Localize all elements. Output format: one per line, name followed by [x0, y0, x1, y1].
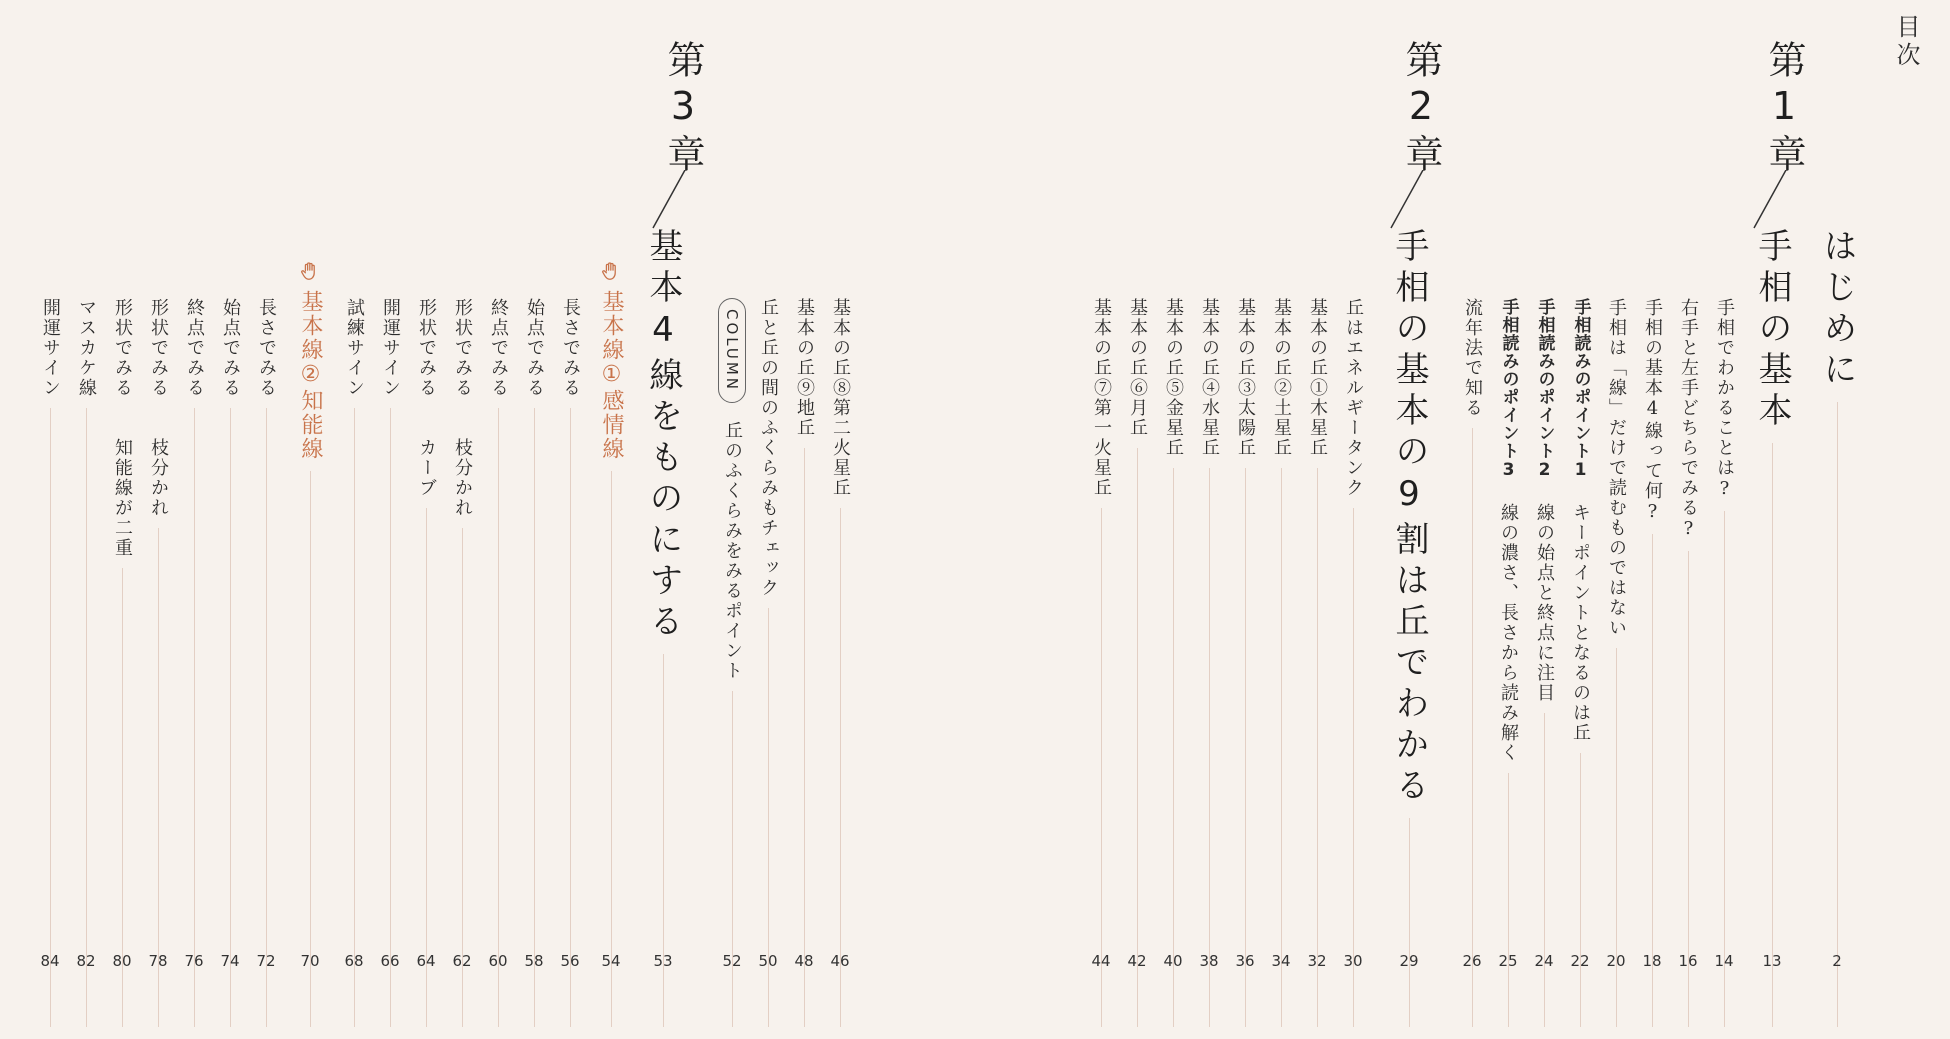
toc-item[interactable] [336, 0, 372, 1039]
item-page: 34 [1271, 952, 1291, 970]
item-page: 80 [112, 952, 132, 970]
item-title: 右手と左手どちらでみる? [1678, 298, 1699, 541]
leader-line [732, 691, 733, 1027]
leader-line [804, 448, 805, 1027]
item-subtitle: 線の濃さ、長さから読み解く [1498, 503, 1519, 763]
chapter-3-title: 基本4線をものにする [643, 228, 683, 644]
column-badge: COLUMN [718, 298, 746, 403]
item-page: 25 [1498, 952, 1518, 970]
item-title: 基本の丘⑦第一火星丘 [1091, 298, 1112, 498]
toc-item[interactable] [1490, 0, 1526, 1039]
toc-entry-line-1[interactable] [593, 0, 629, 1039]
item-title: 丘のふくらみをみるポイント [722, 421, 743, 682]
toc-item[interactable] [1335, 0, 1371, 1039]
toc-item[interactable] [68, 0, 104, 1039]
toc-entry-line-2[interactable] [292, 0, 328, 1039]
leader-line [1472, 428, 1473, 1027]
toc-item[interactable] [1454, 0, 1490, 1039]
item-page: 68 [344, 952, 364, 970]
toc-entry-chapter-2[interactable] [1391, 0, 1427, 1039]
item-page: 56 [560, 952, 580, 970]
chapter-2-number: 第2章 [1399, 40, 1443, 178]
toc-entry-chapter-3[interactable] [645, 0, 681, 1039]
chapter-2-page: 29 [1399, 952, 1419, 970]
chapter-3-page: 53 [653, 952, 673, 970]
leader-line [390, 408, 391, 1027]
item-page: 36 [1235, 952, 1255, 970]
item-subtitle: 枝分かれ [148, 438, 169, 518]
leader-line [354, 408, 355, 1027]
item-title: 手相でわかることは? [1714, 298, 1735, 501]
leader-line [310, 471, 311, 1027]
item-title: 基本の丘⑤金星丘 [1163, 298, 1184, 458]
item-page: 38 [1199, 952, 1219, 970]
leader-line [1317, 468, 1318, 1027]
toc-item[interactable] [1083, 0, 1119, 1039]
leader-line [1580, 753, 1581, 1027]
toc-item[interactable] [1670, 0, 1706, 1039]
item-page: 44 [1091, 952, 1111, 970]
item-title: 形状でみる [112, 298, 133, 398]
leader-line [1544, 713, 1545, 1027]
chapter-3-number: 第3章 [661, 40, 705, 178]
item-subtitle: カーブ [416, 438, 437, 498]
intro-title: はじめに [1817, 228, 1857, 392]
leader-line [50, 408, 51, 1027]
toc-item[interactable] [786, 0, 822, 1039]
toc-item[interactable] [1155, 0, 1191, 1039]
item-title: 基本の丘④水星丘 [1199, 298, 1220, 458]
leader-line [86, 408, 87, 1027]
leader-line [1353, 508, 1354, 1027]
item-page: 48 [794, 952, 814, 970]
toc-item[interactable] [750, 0, 786, 1039]
toc-item[interactable] [212, 0, 248, 1039]
item-page: 82 [76, 952, 96, 970]
item-page: 32 [1307, 952, 1327, 970]
chapter-1-number: 第1章 [1762, 40, 1806, 178]
item-title: 始点でみる [220, 298, 241, 398]
item-page: 58 [524, 952, 544, 970]
leader-line [1281, 468, 1282, 1027]
item-page: 30 [1343, 952, 1363, 970]
item-title: マスカケ線 [76, 298, 97, 398]
toc-item[interactable] [176, 0, 212, 1039]
item-title: 長さでみる [256, 298, 277, 398]
toc-item[interactable] [32, 0, 68, 1039]
item-title: 形状でみる [452, 298, 473, 398]
hand-icon [299, 260, 321, 282]
item-title: 開運サイン [380, 298, 401, 398]
leader-line [840, 508, 841, 1027]
item-page: 14 [1714, 952, 1734, 970]
item-page: 26 [1462, 952, 1482, 970]
item-title: 形状でみる [148, 298, 169, 398]
leader-line [194, 408, 195, 1027]
line-1-page: 54 [601, 952, 621, 970]
item-title: 丘と丘の間のふくらみもチェック [758, 298, 779, 598]
item-title: 手相読みのポイント3 [1498, 298, 1519, 481]
toc-item[interactable] [1263, 0, 1299, 1039]
leader-line [230, 408, 231, 1027]
toc-item[interactable] [1706, 0, 1742, 1039]
leader-line [1616, 648, 1617, 1027]
item-title: 基本の丘⑧第二火星丘 [830, 298, 851, 498]
toc-item[interactable] [140, 0, 176, 1039]
item-page: 76 [184, 952, 204, 970]
leader-line [570, 408, 571, 1027]
leader-line [1772, 443, 1773, 1027]
toc-item[interactable] [104, 0, 140, 1039]
toc-item[interactable] [248, 0, 284, 1039]
toc-item[interactable] [1598, 0, 1634, 1039]
leader-line [1101, 508, 1102, 1027]
item-title: 始点でみる [524, 298, 545, 398]
toc-item[interactable] [1299, 0, 1335, 1039]
toc-item-column[interactable] [714, 0, 750, 1039]
item-page: 42 [1127, 952, 1147, 970]
item-title: 流年法で知る [1462, 298, 1483, 418]
item-title: 試練サイン [344, 298, 365, 398]
toc-item[interactable] [480, 0, 516, 1039]
toc-item[interactable] [372, 0, 408, 1039]
item-page: 16 [1678, 952, 1698, 970]
item-title: 終点でみる [488, 298, 509, 398]
item-title: 基本の丘③太陽丘 [1235, 298, 1256, 458]
item-title: 手相読みのポイント2 [1534, 298, 1555, 481]
toc-item[interactable] [1562, 0, 1598, 1039]
item-title: 基本の丘⑨地丘 [794, 298, 815, 438]
chapter-1-page: 13 [1762, 952, 1782, 970]
item-page: 50 [758, 952, 778, 970]
item-subtitle: 線の始点と終点に注目 [1534, 503, 1555, 703]
item-page: 62 [452, 952, 472, 970]
leader-line [498, 408, 499, 1027]
item-page: 52 [722, 952, 742, 970]
leader-line [611, 471, 612, 1027]
leader-line [426, 508, 427, 1027]
leader-line [663, 654, 664, 1027]
toc-heading: 目次 [1892, 14, 1920, 70]
leader-line [1173, 468, 1174, 1027]
item-subtitle: 枝分かれ [452, 438, 473, 518]
item-page: 20 [1606, 952, 1626, 970]
toc-item[interactable] [822, 0, 858, 1039]
item-title: 基本の丘①木星丘 [1307, 298, 1328, 458]
item-title: 手相は「線」だけで読むものではない [1606, 298, 1627, 638]
item-title: 基本の丘②土星丘 [1271, 298, 1292, 458]
item-page: 24 [1534, 952, 1554, 970]
item-title: 終点でみる [184, 298, 205, 398]
line-2-page: 70 [300, 952, 320, 970]
leader-line [1724, 511, 1725, 1027]
toc-entry-chapter-1[interactable] [1754, 0, 1790, 1039]
item-page: 22 [1570, 952, 1590, 970]
item-title: 丘はエネルギータンク [1343, 298, 1364, 498]
toc-item[interactable] [1526, 0, 1562, 1039]
leader-line [1409, 818, 1410, 1027]
item-page: 84 [40, 952, 60, 970]
toc-item[interactable] [516, 0, 552, 1039]
item-page: 60 [488, 952, 508, 970]
line-1-title: 基本線①感情線 [599, 290, 624, 461]
chapter-1-title: 手相の基本 [1752, 228, 1792, 433]
item-subtitle: 知能線が二重 [112, 438, 133, 558]
toc-item[interactable] [1119, 0, 1155, 1039]
item-title: 手相読みのポイント1 [1570, 298, 1591, 481]
leader-line [534, 408, 535, 1027]
item-page: 78 [148, 952, 168, 970]
item-page: 64 [416, 952, 436, 970]
leader-line [1209, 468, 1210, 1027]
item-page: 74 [220, 952, 240, 970]
toc-entry-intro[interactable] [1819, 0, 1855, 1039]
toc-item[interactable] [444, 0, 480, 1039]
item-title: 形状でみる [416, 298, 437, 398]
leader-line [1508, 773, 1509, 1027]
toc-item[interactable] [1634, 0, 1670, 1039]
toc-item[interactable] [1227, 0, 1263, 1039]
item-title: 開運サイン [40, 298, 61, 398]
toc-item[interactable] [1191, 0, 1227, 1039]
hand-icon [600, 260, 622, 282]
chapter-2-title: 手相の基本の9割は丘でわかる [1389, 228, 1429, 808]
item-page: 18 [1642, 952, 1662, 970]
line-2-title: 基本線②知能線 [298, 290, 323, 461]
leader-line [266, 408, 267, 1027]
leader-line [1837, 402, 1838, 1027]
item-title: 基本の丘⑥月丘 [1127, 298, 1148, 438]
item-page: 46 [830, 952, 850, 970]
leader-line [1137, 448, 1138, 1027]
item-title: 長さでみる [560, 298, 581, 398]
item-title: 手相の基本4線って何? [1642, 298, 1663, 524]
item-page: 72 [256, 952, 276, 970]
item-page: 66 [380, 952, 400, 970]
intro-page: 2 [1832, 952, 1842, 970]
toc-item[interactable] [552, 0, 588, 1039]
toc-item[interactable] [408, 0, 444, 1039]
item-page: 40 [1163, 952, 1183, 970]
leader-line [1245, 468, 1246, 1027]
item-subtitle: キーポイントとなるのは丘 [1570, 503, 1591, 743]
